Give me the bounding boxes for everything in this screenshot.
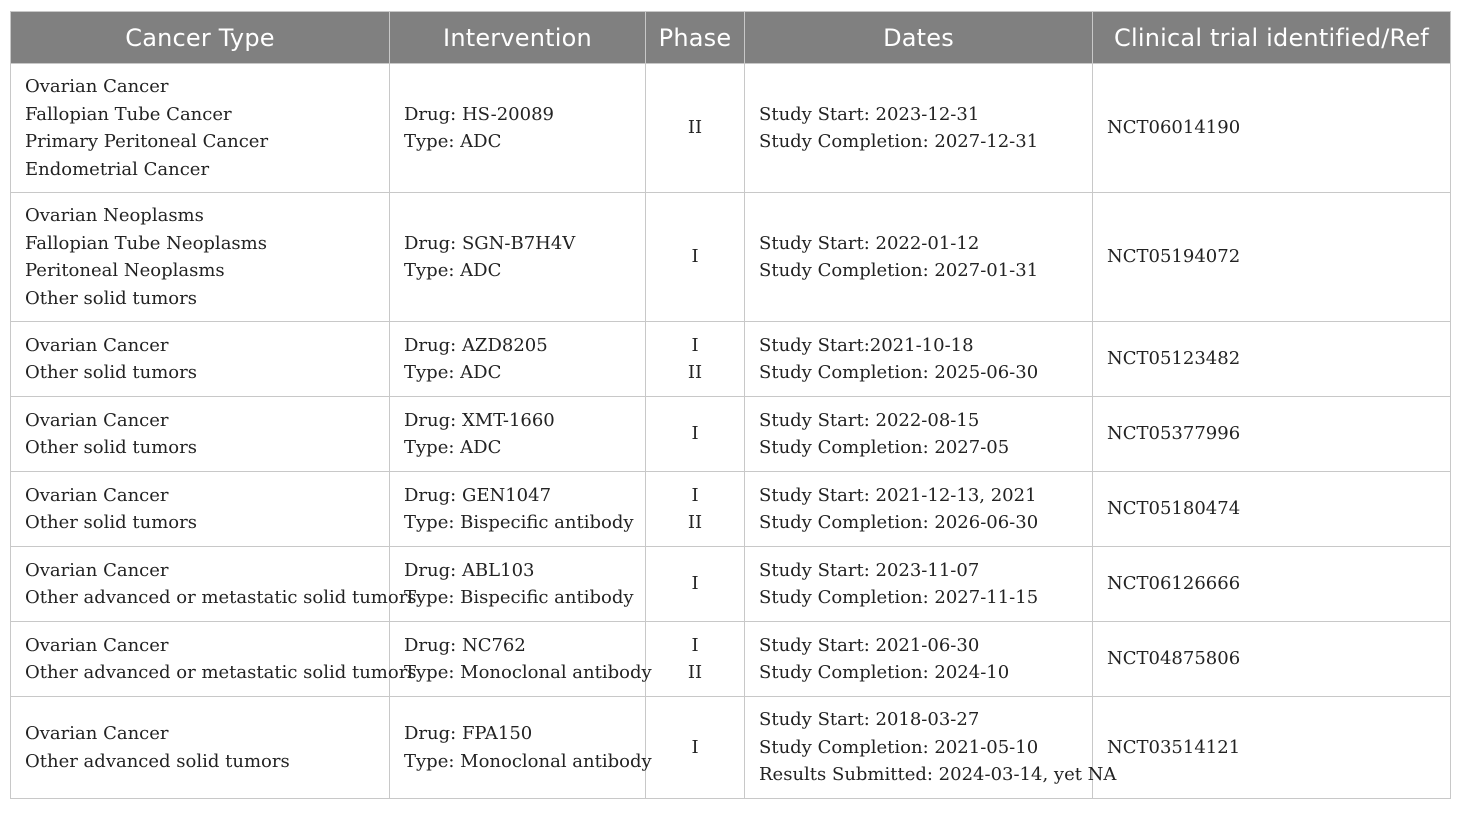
study-completion: Study Completion: 2025-06-30 xyxy=(759,362,1039,383)
phase-cell xyxy=(646,397,745,472)
cancer-type-cell xyxy=(11,193,390,322)
phase-value: II xyxy=(687,512,703,533)
cancer-type-line: Ovarian Cancer xyxy=(25,76,169,97)
clinical-trial-ref-cell: NCT06014190 xyxy=(1093,64,1451,193)
intervention-type: Type: Bispecific antibody xyxy=(404,512,634,533)
cancer-type-line: Other solid tumors xyxy=(25,437,197,458)
intervention-cell xyxy=(390,697,652,799)
table-row xyxy=(11,322,1451,397)
phase-value: I xyxy=(691,423,699,445)
table-header-row xyxy=(11,12,1451,64)
phase-value: I xyxy=(691,736,699,758)
study-completion: Study Completion: 2024-10 xyxy=(759,662,1010,683)
table-row xyxy=(11,397,1451,472)
table-row xyxy=(11,547,1451,622)
column-header-clinical-trial-ref: Clinical trial identified/Ref xyxy=(1093,12,1451,64)
cancer-type-line: Other advanced or metastatic solid tumors xyxy=(25,662,417,683)
intervention-cell xyxy=(390,547,646,622)
cancer-type-cell xyxy=(11,322,390,397)
study-completion: Study Completion: 2027-05 xyxy=(759,437,1010,458)
phase-value: I xyxy=(691,484,699,506)
dates-cell xyxy=(745,193,1093,322)
intervention-cell xyxy=(390,472,646,547)
intervention-cell xyxy=(390,397,646,472)
cancer-type-cell xyxy=(11,547,417,622)
column-header-dates: Dates xyxy=(745,12,1093,64)
study-start: Study Start: 2021-06-30 xyxy=(759,634,980,656)
study-completion: Study Completion: 2027-12-31 xyxy=(759,131,1039,152)
cancer-type-line: Other solid tumors xyxy=(25,287,197,309)
phase-value: I xyxy=(691,634,699,656)
cancer-type-line: Ovarian Cancer xyxy=(25,334,169,356)
study-start: Study Start: 2023-11-07 xyxy=(759,559,980,581)
study-completion: Study Completion: 2027-01-31 xyxy=(759,260,1039,281)
clinical-trial-ref-cell: NCT06126666 xyxy=(1093,547,1451,622)
phase-cell xyxy=(646,622,745,697)
study-start: Study Start: 2023-12-31 xyxy=(759,103,980,125)
phase-value: I xyxy=(691,573,699,595)
phase-value: II xyxy=(687,662,703,683)
phase-cell xyxy=(646,472,745,547)
intervention-cell xyxy=(390,64,646,193)
study-start: Study Start: 2022-01-12 xyxy=(759,232,980,254)
study-completion: Study Completion: 2027-11-15 xyxy=(759,587,1039,608)
clinical-trial-ref-cell: NCT03514121 xyxy=(1093,697,1451,799)
cancer-type-line: Endometrial Cancer xyxy=(25,158,210,180)
phase-cell xyxy=(646,547,745,622)
cancer-type-line: Ovarian Neoplasms xyxy=(25,205,204,226)
intervention-type: Type: ADC xyxy=(404,362,502,383)
clinical-trial-ref-cell: NCT05180474 xyxy=(1093,472,1451,547)
table-row xyxy=(11,472,1451,547)
cancer-type-cell xyxy=(11,622,417,697)
cancer-type-cell xyxy=(11,472,390,547)
study-start: Study Start: 2018-03-27 xyxy=(759,709,980,731)
cancer-type-line: Other advanced solid tumors xyxy=(25,750,290,772)
table-row xyxy=(11,64,1451,193)
column-header-cancer-type: Cancer Type xyxy=(11,12,390,64)
cancer-type-line: Ovarian Cancer xyxy=(25,484,169,506)
clinical-trial-ref-cell: NCT04875806 xyxy=(1093,622,1451,697)
dates-cell xyxy=(745,322,1093,397)
dates-cell xyxy=(745,547,1093,622)
dates-cell xyxy=(745,697,1117,799)
cancer-type-cell xyxy=(11,397,390,472)
table-row xyxy=(11,697,1451,799)
cancer-type-line: Fallopian Tube Cancer xyxy=(25,103,232,125)
cancer-type-line: Ovarian Cancer xyxy=(25,559,169,581)
clinical-trial-ref-cell: NCT05377996 xyxy=(1093,397,1451,472)
intervention-type: Type: Monoclonal antibody xyxy=(404,750,652,772)
cancer-type-cell xyxy=(11,64,390,193)
intervention-type: Type: Bispecific antibody xyxy=(404,587,634,608)
cancer-type-line: Fallopian Tube Neoplasms xyxy=(25,232,267,254)
dates-cell xyxy=(745,472,1093,547)
intervention-drug: Drug: SGN-B7H4V xyxy=(404,232,576,254)
study-completion: Study Completion: 2021-05-10 xyxy=(759,736,1039,758)
study-start: Study Start: 2021-12-13, 2021 xyxy=(759,484,1037,506)
column-header-intervention: Intervention xyxy=(390,12,646,64)
cancer-type-line: Other advanced or metastatic solid tumors xyxy=(25,587,417,608)
intervention-drug: Drug: NC762 xyxy=(404,634,526,656)
intervention-cell xyxy=(390,193,646,322)
intervention-drug: Drug: AZD8205 xyxy=(404,334,548,356)
cancer-type-cell xyxy=(11,697,390,799)
study-completion: Study Completion: 2026-06-30 xyxy=(759,512,1039,533)
phase-cell xyxy=(646,193,745,322)
intervention-drug: Drug: HS-20089 xyxy=(404,103,554,125)
intervention-drug: Drug: FPA150 xyxy=(404,723,533,744)
clinical-trials-table xyxy=(10,11,1451,799)
phase-cell xyxy=(646,697,745,799)
intervention-cell xyxy=(390,322,646,397)
clinical-trial-ref-cell: NCT05123482 xyxy=(1093,322,1451,397)
cancer-type-line: Ovarian Cancer xyxy=(25,634,169,656)
intervention-drug: Drug: GEN1047 xyxy=(404,484,552,506)
cancer-type-line: Ovarian Cancer xyxy=(25,409,169,431)
cancer-type-line: Other solid tumors xyxy=(25,362,197,383)
intervention-type: Type: ADC xyxy=(404,437,502,458)
phase-value: I xyxy=(691,334,699,356)
cancer-type-line: Peritoneal Neoplasms xyxy=(25,260,225,281)
phase-value: II xyxy=(687,362,703,383)
clinical-trials-table-container xyxy=(10,11,1450,799)
phase-cell xyxy=(646,322,745,397)
study-start: Study Start:2021-10-18 xyxy=(759,334,974,356)
intervention-drug: Drug: ABL103 xyxy=(404,559,535,581)
results-submitted: Results Submitted: 2024-03-14, yet NA xyxy=(759,764,1117,786)
dates-cell xyxy=(745,622,1093,697)
intervention-type: Type: Monoclonal antibody xyxy=(404,662,652,683)
table-row xyxy=(11,622,1451,697)
intervention-cell xyxy=(390,622,652,697)
cancer-type-line: Other solid tumors xyxy=(25,512,197,533)
dates-cell xyxy=(745,64,1093,193)
intervention-drug: Drug: XMT-1660 xyxy=(404,409,555,431)
study-start: Study Start: 2022-08-15 xyxy=(759,409,980,431)
cancer-type-line: Primary Peritoneal Cancer xyxy=(25,131,269,152)
intervention-type: Type: ADC xyxy=(404,260,502,281)
phase-value: II xyxy=(687,117,703,139)
table-row xyxy=(11,193,1451,322)
clinical-trial-ref-cell: NCT05194072 xyxy=(1093,193,1451,322)
column-header-phase: Phase xyxy=(646,12,745,64)
dates-cell xyxy=(745,397,1093,472)
phase-value: I xyxy=(691,246,699,268)
cancer-type-line: Ovarian Cancer xyxy=(25,723,169,744)
phase-cell xyxy=(646,64,745,193)
intervention-type: Type: ADC xyxy=(404,131,502,152)
